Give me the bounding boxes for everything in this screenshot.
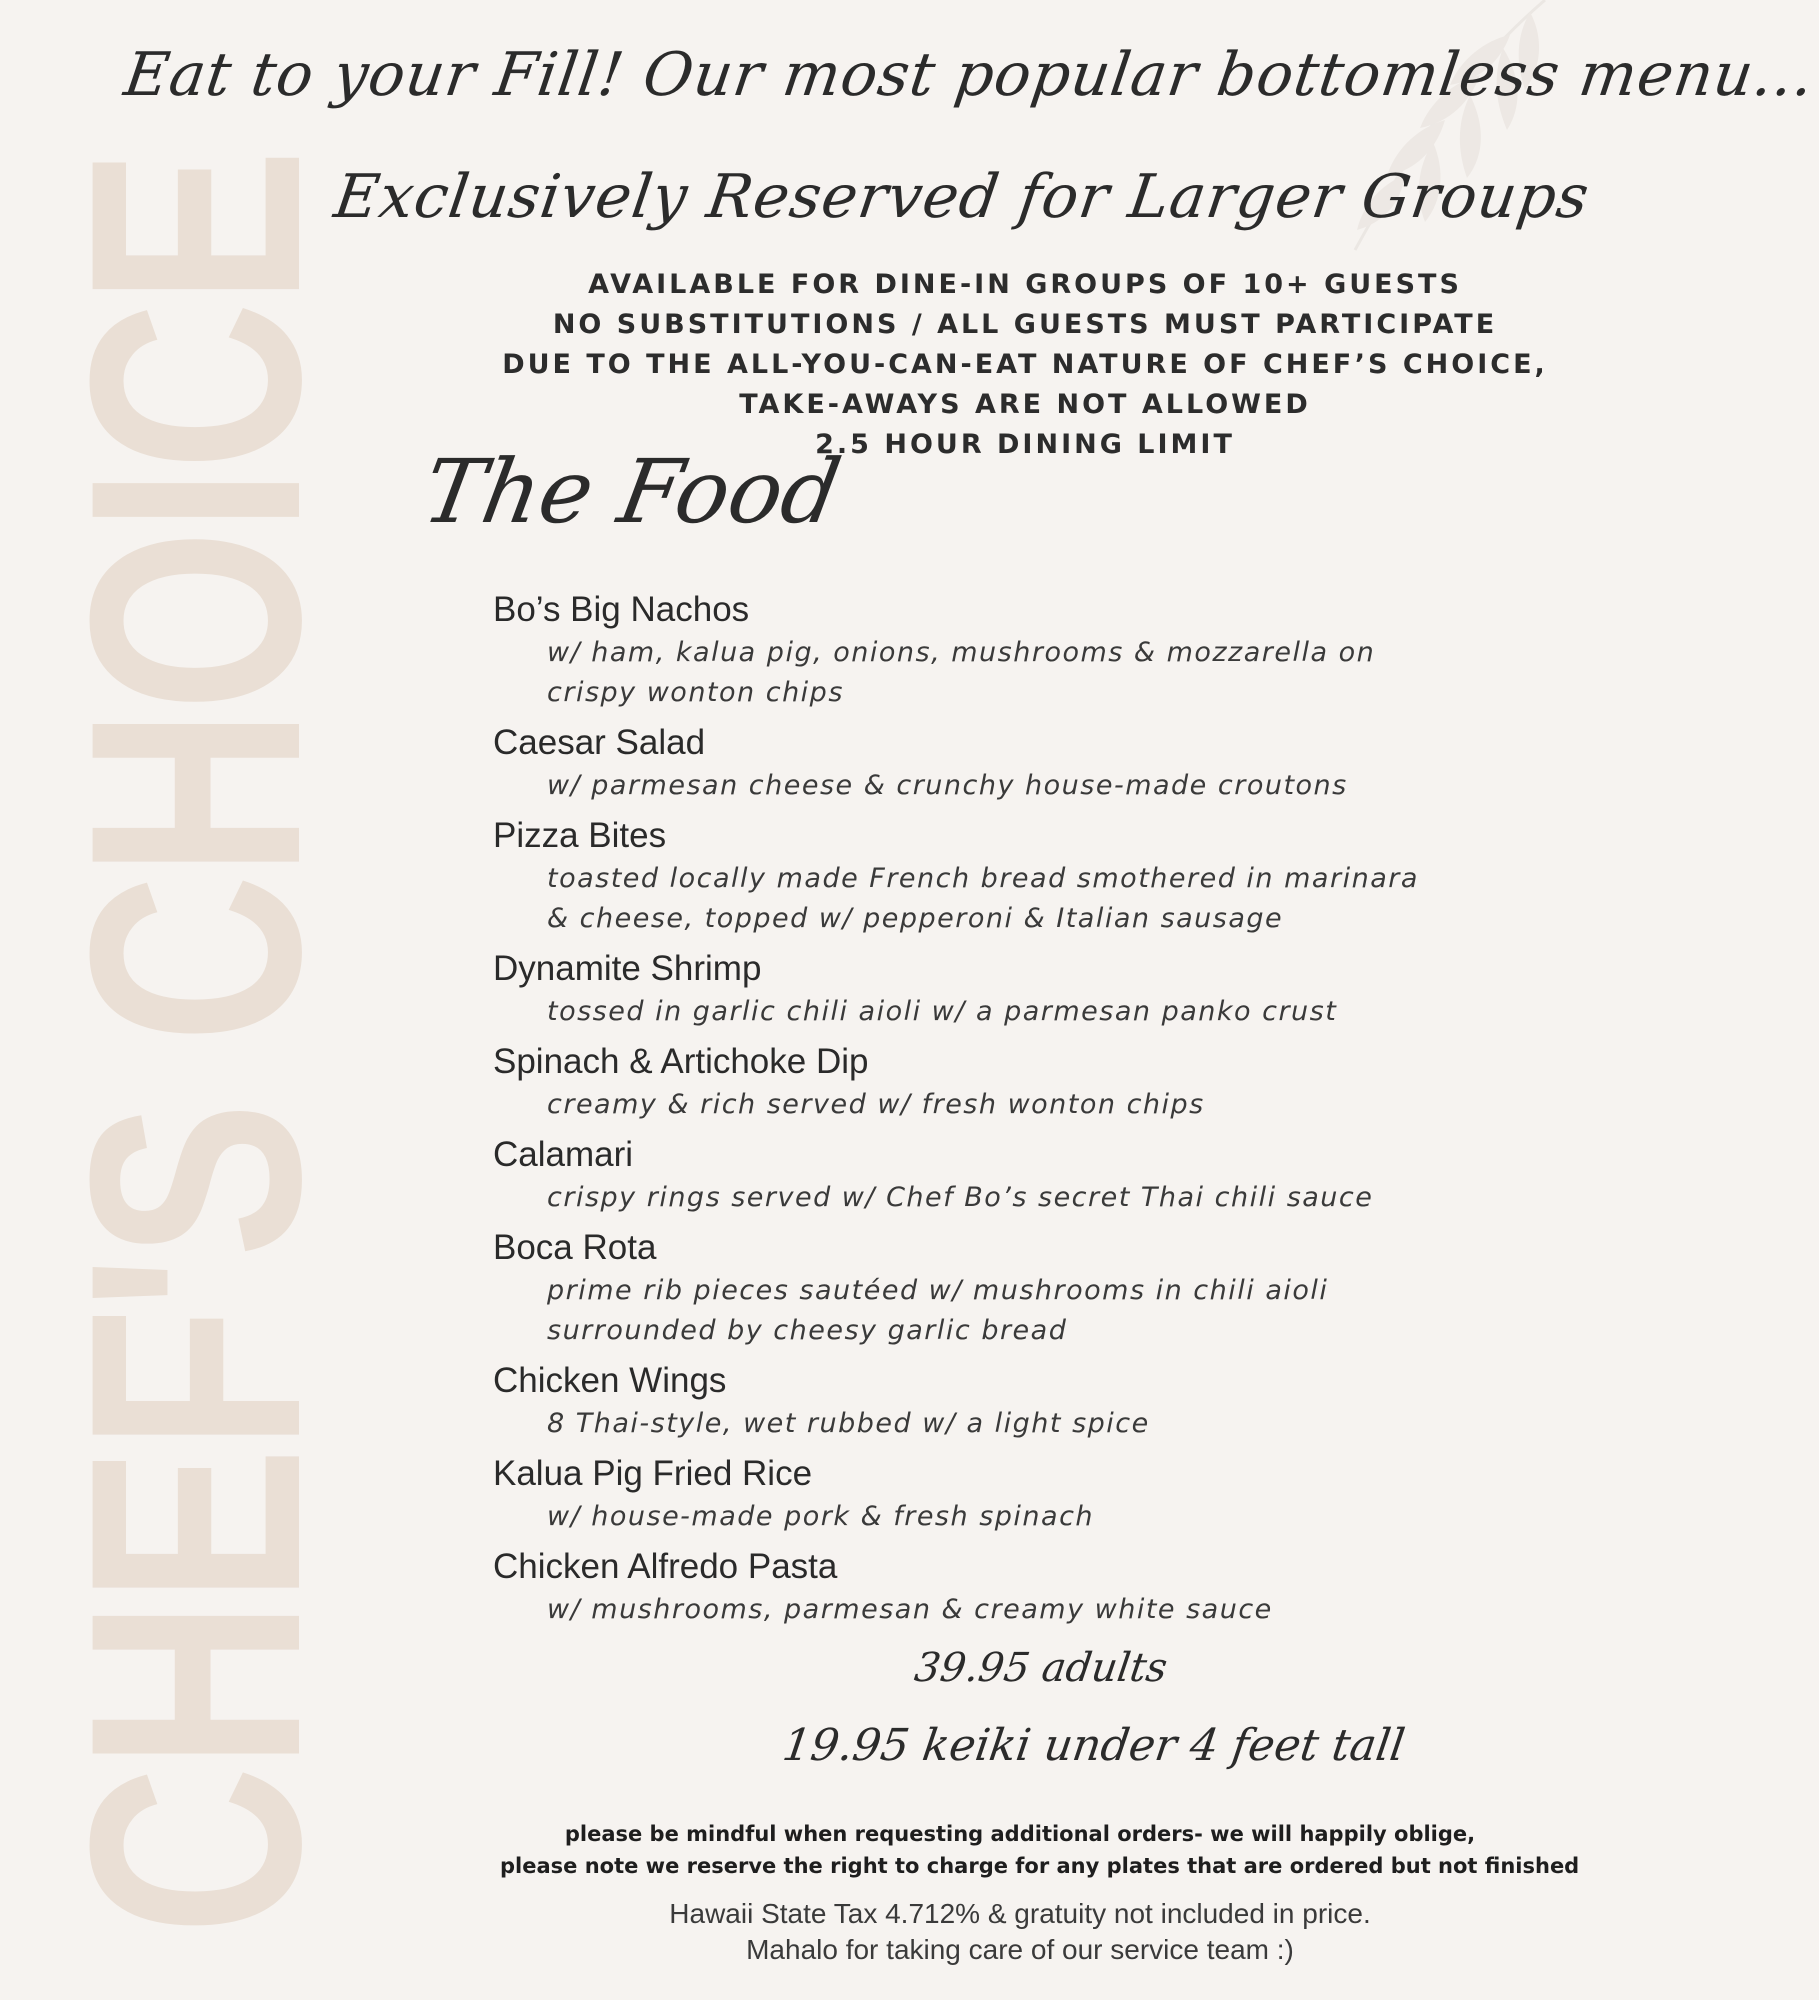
menu-item-description: toasted locally made French bread smothered in marinara & cheese, topped w/ pepperoni & Italian sausage [547,863,1419,934]
menu-item [493,1358,1533,1444]
headline-line-1: Eat to your Fill! Our most popular bottomless menu... [120,40,1819,110]
rule-line: TAKE-AWAYS ARE NOT ALLOWED [739,389,1311,420]
menu-item-description: w/ mushrooms, parmesan & creamy white sauce [547,1594,1273,1625]
menu-item [493,1132,1533,1218]
menu-item [493,720,1533,806]
menu-item-description: w/ house-made pork & fresh spinach [547,1501,1095,1532]
menu-item-description: 8 Thai-style, wet rubbed w/ a light spice [547,1408,1150,1439]
menu-item-name: Spinach & Artichoke Dip [493,1042,869,1081]
menu-item-description: prime rib pieces sautéed w/ mushrooms in chili aioli surrounded by cheesy garlic bread [547,1275,1329,1346]
menu-item-description: tossed in garlic chili aioli w/ a parmesan panko crust [547,996,1338,1027]
menu-item [493,1225,1533,1351]
price-adults: 39.95 adults [911,1645,1171,1691]
menu-item-name: Chicken Alfredo Pasta [493,1547,838,1586]
ordering-notice [500,1818,1580,1882]
section-title-the-food: The Food [415,440,849,543]
menu-item [493,946,1533,1032]
menu-item-description: w/ ham, kalua pig, onions, mushrooms & mozzarella on crispy wonton chips [547,637,1376,708]
menu-item [493,1451,1533,1537]
rule-line: 2.5 HOUR DINING LIMIT [815,429,1235,460]
menu-item-name: Kalua Pig Fried Rice [493,1454,813,1493]
menu-item-description: creamy & rich served w/ fresh wonton chips [547,1089,1205,1120]
menu-item-description: crispy rings served w/ Chef Bo’s secret Thai chili sauce [547,1182,1374,1213]
footer-line: Hawaii State Tax 4.712% & gratuity not included in price. [669,1898,1371,1929]
rule-line: NO SUBSTITUTIONS / ALL GUESTS MUST PARTICIPATE [552,309,1498,340]
menu-item [493,1544,1533,1630]
price-keiki: 19.95 keiki under 4 feet tall [779,1720,1409,1771]
food-menu-list [493,587,1533,1637]
rule-line: DUE TO THE ALL-YOU-CAN-EAT NATURE OF CHEF’S CHOICE, [502,349,1548,380]
rule-line: AVAILABLE FOR DINE-IN GROUPS OF 10+ GUESTS [588,269,1462,300]
notice-line: please note we reserve the right to charge for any plates that are ordered but not finished [500,1854,1580,1878]
menu-item-name: Boca Rota [493,1228,657,1267]
notice-line: please be mindful when requesting additional orders- we will happily oblige, [564,1822,1476,1846]
menu-item-description: w/ parmesan cheese & crunchy house-made croutons [547,770,1348,801]
menu-item-name: Calamari [493,1135,634,1174]
tax-footer [500,1896,1540,1968]
menu-item [493,813,1533,939]
menu-item [493,587,1533,713]
menu-item-name: Pizza Bites [493,816,667,855]
menu-item-name: Bo’s Big Nachos [493,590,750,629]
menu-item-name: Dynamite Shrimp [493,949,762,988]
footer-line: Mahalo for taking care of our service team :) [746,1934,1294,1965]
headline-line-2: Exclusively Reserved for Larger Groups [330,162,1594,232]
menu-item-name: Chicken Wings [493,1361,727,1400]
chefs-choice-vertical-title: CHEF'S CHOICE [27,151,363,1936]
menu-item [493,1039,1533,1125]
menu-item-name: Caesar Salad [493,723,706,762]
dining-rules [500,265,1550,465]
